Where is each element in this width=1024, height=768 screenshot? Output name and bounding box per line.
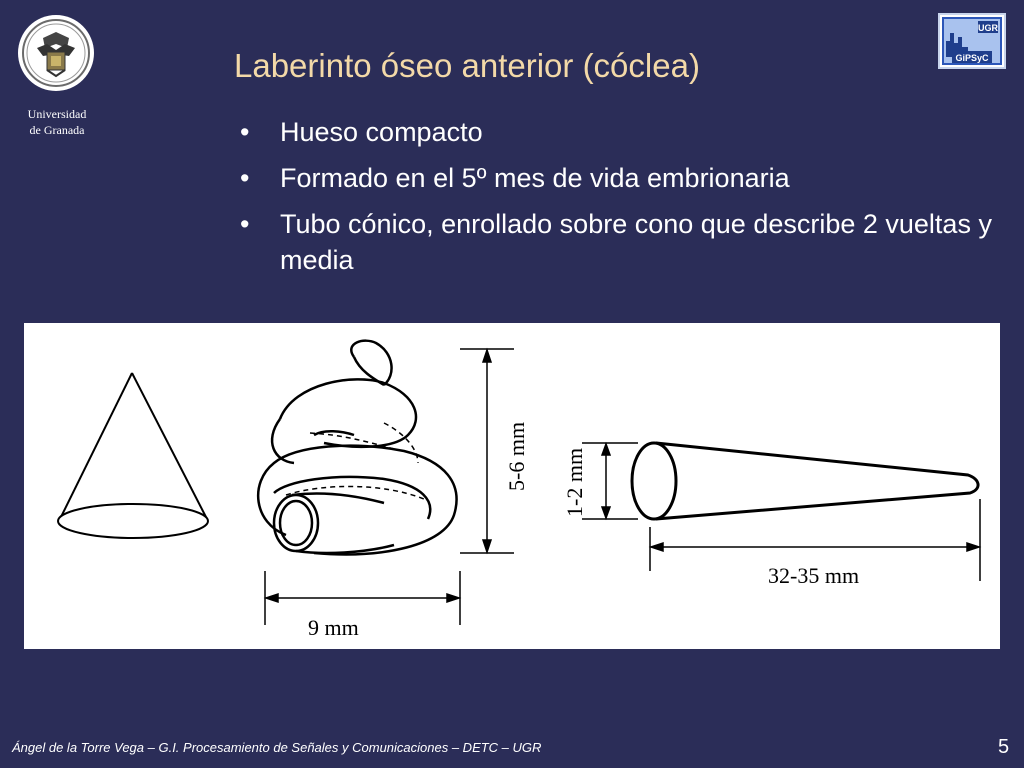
bullet-list — [240, 114, 1000, 288]
cone-drawing — [58, 373, 208, 538]
bullet-item — [240, 114, 1000, 150]
bullet-marker: • — [240, 163, 250, 193]
bullet-text: Hueso compacto — [280, 117, 483, 147]
diameter-dimension — [582, 443, 638, 519]
university-seal-logo — [17, 14, 95, 92]
bullet-marker: • — [240, 209, 250, 239]
university-name-line2: de Granada — [29, 123, 85, 137]
page-number: 5 — [998, 736, 1010, 758]
bullet-item — [240, 160, 1000, 196]
gipsyc-logo-top-text: UGR — [978, 23, 998, 33]
cochlea-figure — [24, 323, 1000, 649]
slide-title: Laberinto óseo anterior (cóclea) — [234, 47, 700, 84]
length-label: 32-35 mm — [768, 563, 860, 588]
bullet-item — [240, 206, 1000, 278]
height-label: 5-6 mm — [504, 421, 529, 491]
gipsyc-logo — [938, 13, 1006, 69]
width-dimension — [265, 571, 460, 625]
uncoiled-tube-drawing — [632, 443, 978, 519]
bullet-marker: • — [240, 117, 250, 147]
width-label: 9 mm — [308, 615, 359, 640]
coiled-tube-drawing — [258, 341, 456, 555]
bullet-text: Formado en el 5º mes de vida embrionaria — [280, 163, 790, 193]
bullet-text: Tubo cónico, enrollado sobre cono que describe 2 vueltas y media — [280, 209, 992, 275]
diameter-label: 1-2 mm — [562, 447, 587, 517]
university-name-line1: Universidad — [27, 107, 87, 121]
footer-credit: Ángel de la Torre Vega – G.I. Procesamiento de Señales y Comunicaciones – DETC – UGR — [12, 740, 542, 755]
university-name — [10, 106, 104, 138]
gipsyc-logo-bottom-text: GiPSyC — [955, 53, 989, 63]
